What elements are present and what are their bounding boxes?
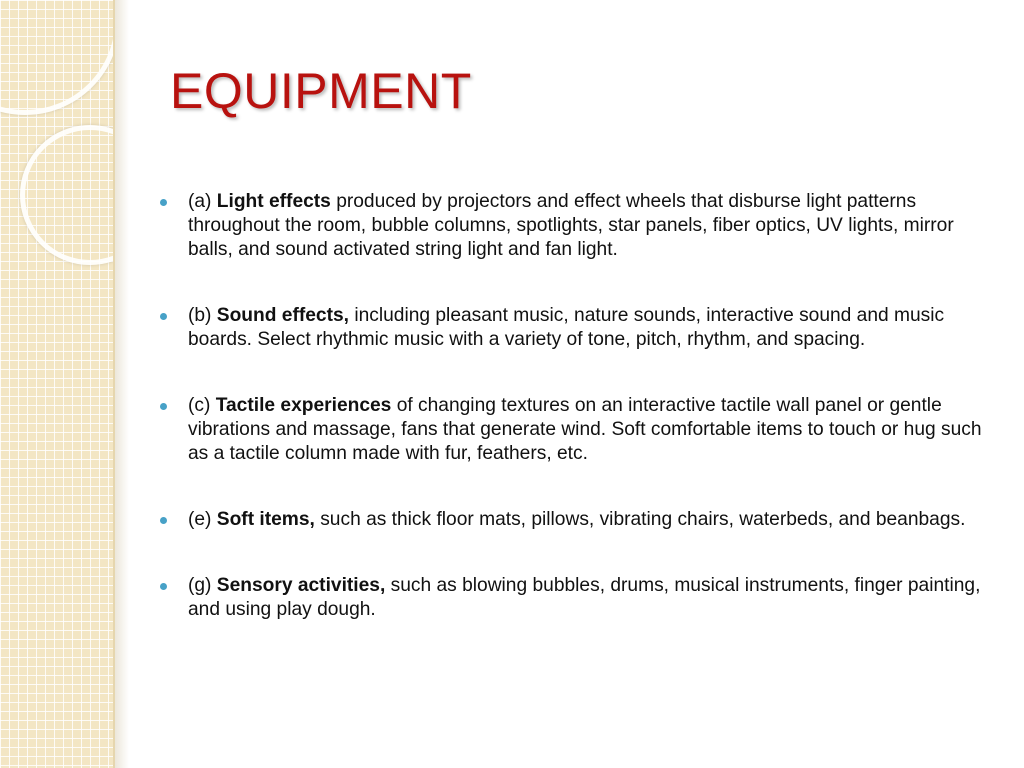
bullet-item-soft-items bbox=[160, 508, 990, 532]
bullet-prefix: (e) bbox=[188, 509, 217, 530]
bullet-list bbox=[160, 190, 990, 664]
bullet-text: including pleasant music, nature sounds, interactive sound and music boards. Select rhythmic music with a variety of tone, pitch, rhythm, and spacing. bbox=[188, 305, 945, 350]
bullet-term: Tactile experiences bbox=[215, 395, 392, 416]
bullet-text: of changing textures on an interactive tactile wall panel or gentle vibrations and massage, fans that generate wind. Soft comfortable items to touch or hug such as a tactile column made with fur, feathers, etc. bbox=[188, 395, 982, 464]
bullet-item-sound-effects bbox=[160, 304, 990, 352]
decorative-grid-strip bbox=[0, 0, 113, 768]
bullet-term: Sensory activities, bbox=[216, 575, 386, 596]
bullet-term: Soft items, bbox=[216, 509, 315, 530]
bullet-dot-icon bbox=[160, 199, 167, 206]
bullet-dot-icon bbox=[160, 403, 167, 410]
bullet-dot-icon bbox=[160, 313, 167, 320]
strip-shadow bbox=[115, 0, 129, 768]
bullet-item-tactile-experiences bbox=[160, 394, 990, 466]
bullet-item-light-effects bbox=[160, 190, 990, 262]
slide-title: EQUIPMENT bbox=[170, 63, 472, 119]
bullet-text: such as blowing bubbles, drums, musical instruments, finger painting, and using play dough. bbox=[188, 575, 981, 620]
bullet-prefix: (c) bbox=[188, 395, 216, 416]
bullet-prefix: (g) bbox=[188, 575, 217, 596]
decorative-ring-large bbox=[0, 0, 113, 115]
bullet-term: Light effects bbox=[216, 191, 331, 212]
decorative-ring-small bbox=[20, 125, 113, 265]
bullet-text: produced by projectors and effect wheels that disburse light patterns throughout the room, bubble columns, spotlights, star panels, fiber optics, UV lights, mirror balls, and sound activated string light and fan light. bbox=[188, 191, 954, 260]
bullet-item-sensory-activities bbox=[160, 574, 990, 622]
bullet-text: such as thick floor mats, pillows, vibrating chairs, waterbeds, and beanbags. bbox=[314, 509, 966, 530]
bullet-term: Sound effects, bbox=[216, 305, 349, 326]
bullet-prefix: (a) bbox=[188, 191, 217, 212]
bullet-dot-icon bbox=[160, 517, 167, 524]
bullet-prefix: (b) bbox=[188, 305, 217, 326]
bullet-dot-icon bbox=[160, 583, 167, 590]
